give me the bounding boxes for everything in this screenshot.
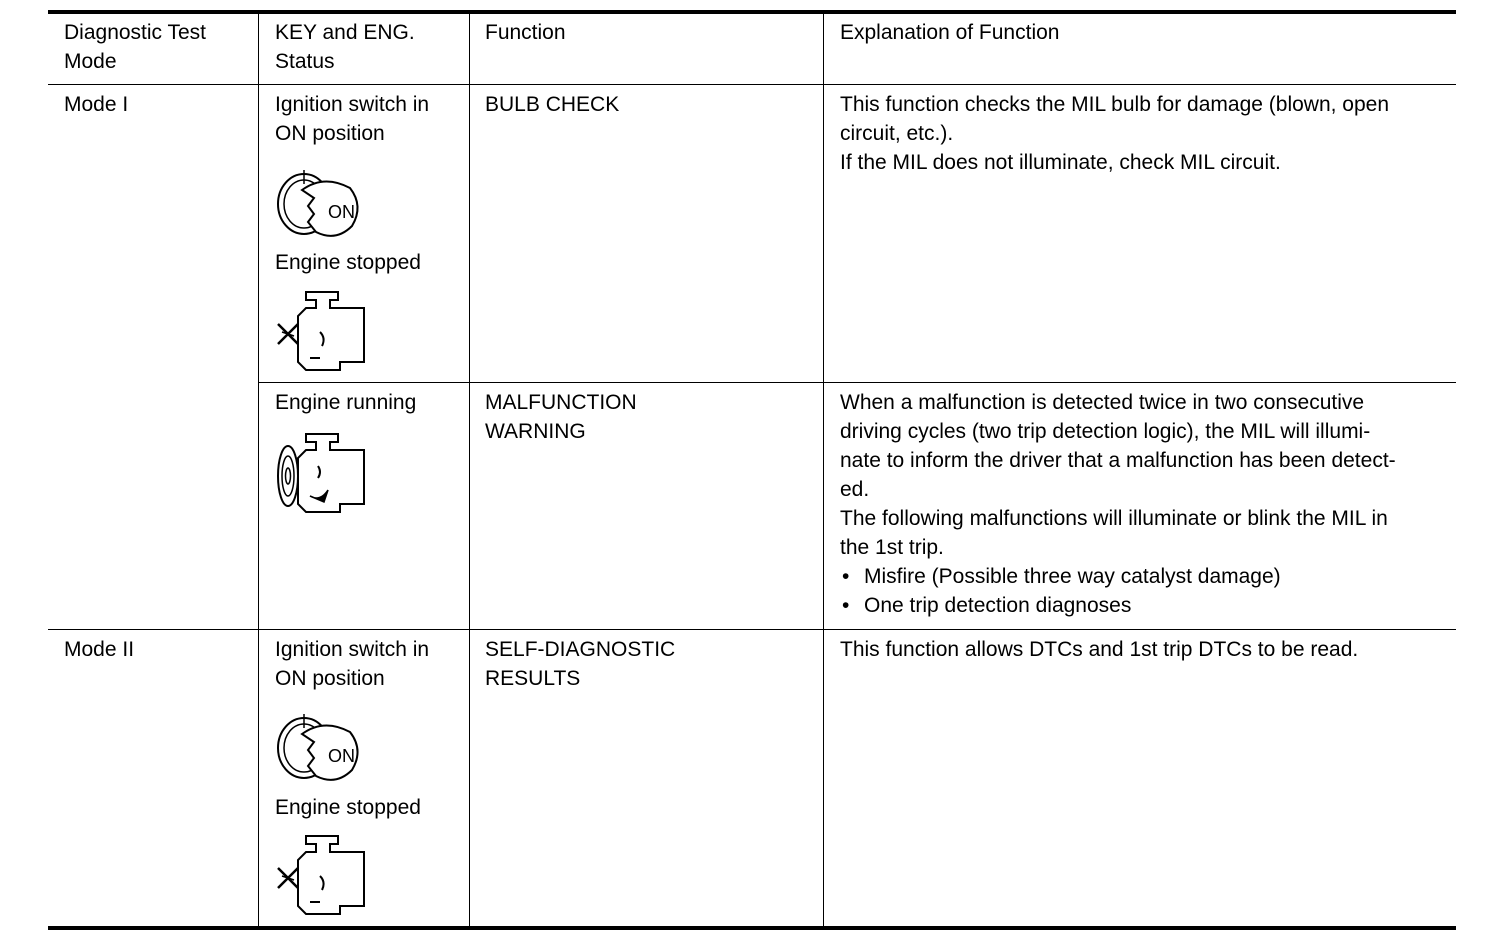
column-divider [469,14,470,926]
status-engine-stopped: Engine stopped [275,796,421,819]
row-divider [258,382,1456,383]
column-divider [823,14,824,926]
list-item: • One trip detection diagnoses [840,591,1281,620]
engine-running-icon [276,428,368,514]
list-item: • Misfire (Possible three way catalyst damage) [840,562,1281,591]
engine-stopped-icon [276,286,368,372]
function-self-diagnostic-results: SELF-DIAGNOSTIC RESULTS [485,638,676,690]
mode-i-label: Mode I [64,93,129,116]
ignition-key-on-icon [274,162,366,248]
header-function: Function [485,21,566,44]
svg-text:ON: ON [328,746,355,766]
status-engine-running: Engine running [275,391,417,414]
explanation-self-diagnostic-results: This function allows DTCs and 1st trip DTCs to be read. [840,638,1359,661]
header-diagnostic-test-mode: Diagnostic Test Mode [64,21,207,73]
svg-text:ON: ON [328,202,355,222]
row-divider [48,629,1456,630]
explanation-malfunction-warning: When a malfunction is detected twice in two consecutive driving cycles (two trip detection logic), the MIL will illumi- nate to inform the driver that a malfunction has been detect- ed. The following malfunctions will illuminate or blink the MIL in the 1st trip. [840,391,1396,559]
function-bulb-check: BULB CHECK [485,93,620,116]
explanation-bulb-check: This function checks the MIL bulb for damage (blown, open circuit, etc.). If the MIL does not illuminate, check MIL circuit. [840,93,1390,174]
mode-ii-label: Mode II [64,638,135,661]
engine-stopped-icon [276,830,368,916]
diagnostic-test-mode-table [48,10,1456,930]
status-ignition-on: Ignition switch in ON position [275,638,430,690]
header-explanation-of-function: Explanation of Function [840,21,1060,44]
header-divider [48,84,1456,85]
status-ignition-on: Ignition switch in ON position [275,93,430,145]
function-malfunction-warning: MALFUNCTION WARNING [485,391,637,443]
ignition-key-on-icon [274,706,366,792]
status-engine-stopped: Engine stopped [275,251,421,274]
header-key-eng-status: KEY and ENG. Status [275,21,415,73]
malfunction-bullet-list [840,562,1281,620]
column-divider [258,14,259,926]
